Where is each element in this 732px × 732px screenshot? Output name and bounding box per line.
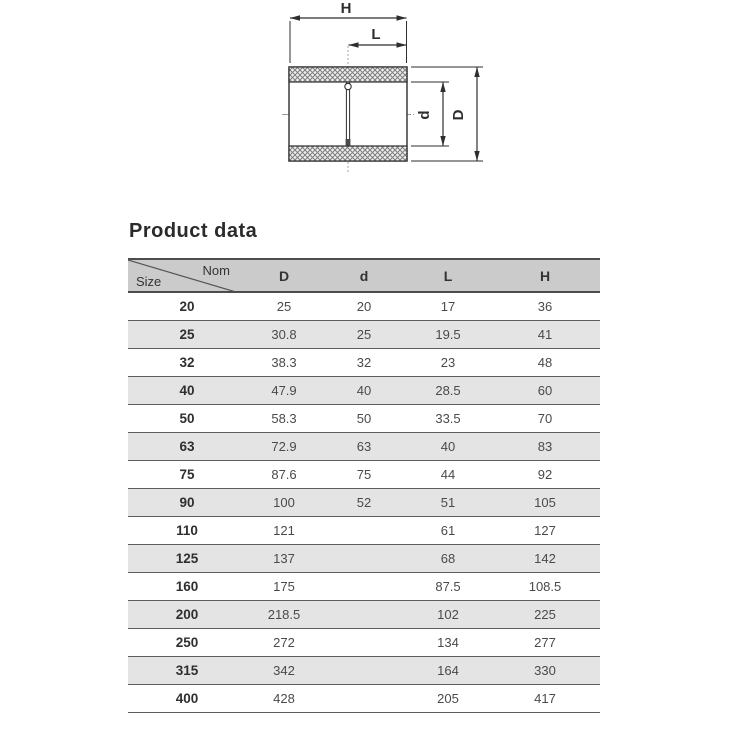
dimension-d-inner bbox=[416, 82, 446, 146]
value-cell: 47.9 bbox=[246, 377, 322, 405]
column-header-D: D bbox=[246, 259, 322, 292]
corner-label-size: Size bbox=[136, 274, 162, 289]
value-cell: 41 bbox=[490, 321, 600, 349]
value-cell: 25 bbox=[246, 292, 322, 321]
top-wall-hatched bbox=[289, 67, 407, 82]
size-cell: 25 bbox=[128, 321, 246, 349]
value-cell: 108.5 bbox=[490, 573, 600, 601]
value-cell: 23 bbox=[406, 349, 490, 377]
value-cell: 17 bbox=[406, 292, 490, 321]
center-stop-top-detail bbox=[345, 83, 351, 89]
value-cell bbox=[322, 601, 406, 629]
table-header-row bbox=[128, 259, 600, 292]
value-cell: 38.3 bbox=[246, 349, 322, 377]
size-cell: 32 bbox=[128, 349, 246, 377]
coupling-technical-drawing bbox=[0, 0, 732, 200]
value-cell: 72.9 bbox=[246, 433, 322, 461]
value-cell: 68 bbox=[406, 545, 490, 573]
value-cell: 100 bbox=[246, 489, 322, 517]
table-row bbox=[128, 573, 600, 601]
value-cell bbox=[322, 629, 406, 657]
table-row bbox=[128, 517, 600, 545]
value-cell: 70 bbox=[490, 405, 600, 433]
value-cell bbox=[322, 545, 406, 573]
column-header-L: L bbox=[406, 259, 490, 292]
value-cell: 342 bbox=[246, 657, 322, 685]
size-cell: 75 bbox=[128, 461, 246, 489]
value-cell: 48 bbox=[490, 349, 600, 377]
value-cell: 92 bbox=[490, 461, 600, 489]
size-cell: 250 bbox=[128, 629, 246, 657]
table-row bbox=[128, 321, 600, 349]
table-row bbox=[128, 685, 600, 713]
value-cell: 20 bbox=[322, 292, 406, 321]
table-row bbox=[128, 601, 600, 629]
value-cell: 105 bbox=[490, 489, 600, 517]
table-body bbox=[128, 292, 600, 713]
dimension-l-label: L bbox=[371, 26, 381, 43]
corner-header-cell bbox=[128, 259, 246, 292]
value-cell: 30.8 bbox=[246, 321, 322, 349]
size-cell: 315 bbox=[128, 657, 246, 685]
dimension-d-outer-label: D bbox=[450, 109, 467, 121]
size-cell: 200 bbox=[128, 601, 246, 629]
size-cell: 400 bbox=[128, 685, 246, 713]
value-cell: 40 bbox=[406, 433, 490, 461]
value-cell: 58.3 bbox=[246, 405, 322, 433]
value-cell: 63 bbox=[322, 433, 406, 461]
table-row bbox=[128, 433, 600, 461]
size-cell: 125 bbox=[128, 545, 246, 573]
dimension-l bbox=[349, 26, 407, 48]
value-cell: 142 bbox=[490, 545, 600, 573]
column-header-H: H bbox=[490, 259, 600, 292]
value-cell: 60 bbox=[490, 377, 600, 405]
value-cell: 61 bbox=[406, 517, 490, 545]
bottom-wall-hatched bbox=[289, 146, 407, 161]
dimension-d-inner-label: d bbox=[416, 110, 433, 120]
value-cell: 330 bbox=[490, 657, 600, 685]
value-cell bbox=[322, 517, 406, 545]
value-cell: 50 bbox=[322, 405, 406, 433]
value-cell: 137 bbox=[246, 545, 322, 573]
section-title: Product data bbox=[129, 220, 258, 242]
value-cell: 40 bbox=[322, 377, 406, 405]
table-row bbox=[128, 657, 600, 685]
value-cell bbox=[322, 657, 406, 685]
size-cell: 110 bbox=[128, 517, 246, 545]
value-cell: 87.6 bbox=[246, 461, 322, 489]
value-cell: 175 bbox=[246, 573, 322, 601]
value-cell: 277 bbox=[490, 629, 600, 657]
size-cell: 20 bbox=[128, 292, 246, 321]
value-cell: 32 bbox=[322, 349, 406, 377]
size-cell: 63 bbox=[128, 433, 246, 461]
value-cell: 52 bbox=[322, 489, 406, 517]
coupling-body bbox=[289, 67, 407, 161]
value-cell: 205 bbox=[406, 685, 490, 713]
value-cell: 44 bbox=[406, 461, 490, 489]
value-cell: 19.5 bbox=[406, 321, 490, 349]
value-cell: 218.5 bbox=[246, 601, 322, 629]
value-cell: 102 bbox=[406, 601, 490, 629]
value-cell bbox=[322, 573, 406, 601]
value-cell: 36 bbox=[490, 292, 600, 321]
value-cell: 75 bbox=[322, 461, 406, 489]
table-row bbox=[128, 292, 600, 321]
value-cell: 121 bbox=[246, 517, 322, 545]
corner-label-nom: Nom bbox=[202, 263, 230, 278]
dimension-h bbox=[290, 0, 407, 21]
table-row bbox=[128, 545, 600, 573]
size-cell: 90 bbox=[128, 489, 246, 517]
dimension-h-label: H bbox=[340, 0, 352, 17]
value-cell: 28.5 bbox=[406, 377, 490, 405]
table-row bbox=[128, 629, 600, 657]
size-cell: 40 bbox=[128, 377, 246, 405]
value-cell: 127 bbox=[490, 517, 600, 545]
value-cell: 83 bbox=[490, 433, 600, 461]
dimension-d-outer bbox=[450, 67, 480, 161]
value-cell: 164 bbox=[406, 657, 490, 685]
table-row bbox=[128, 349, 600, 377]
value-cell: 134 bbox=[406, 629, 490, 657]
value-cell: 33.5 bbox=[406, 405, 490, 433]
table-row bbox=[128, 377, 600, 405]
column-header-d: d bbox=[322, 259, 406, 292]
center-stop-bottom-detail bbox=[346, 139, 351, 146]
value-cell: 417 bbox=[490, 685, 600, 713]
product-data-table bbox=[128, 258, 600, 713]
value-cell bbox=[322, 685, 406, 713]
value-cell: 87.5 bbox=[406, 573, 490, 601]
value-cell: 25 bbox=[322, 321, 406, 349]
value-cell: 225 bbox=[490, 601, 600, 629]
table-row bbox=[128, 405, 600, 433]
size-cell: 50 bbox=[128, 405, 246, 433]
table-row bbox=[128, 461, 600, 489]
value-cell: 272 bbox=[246, 629, 322, 657]
value-cell: 428 bbox=[246, 685, 322, 713]
size-cell: 160 bbox=[128, 573, 246, 601]
value-cell: 51 bbox=[406, 489, 490, 517]
table-row bbox=[128, 489, 600, 517]
